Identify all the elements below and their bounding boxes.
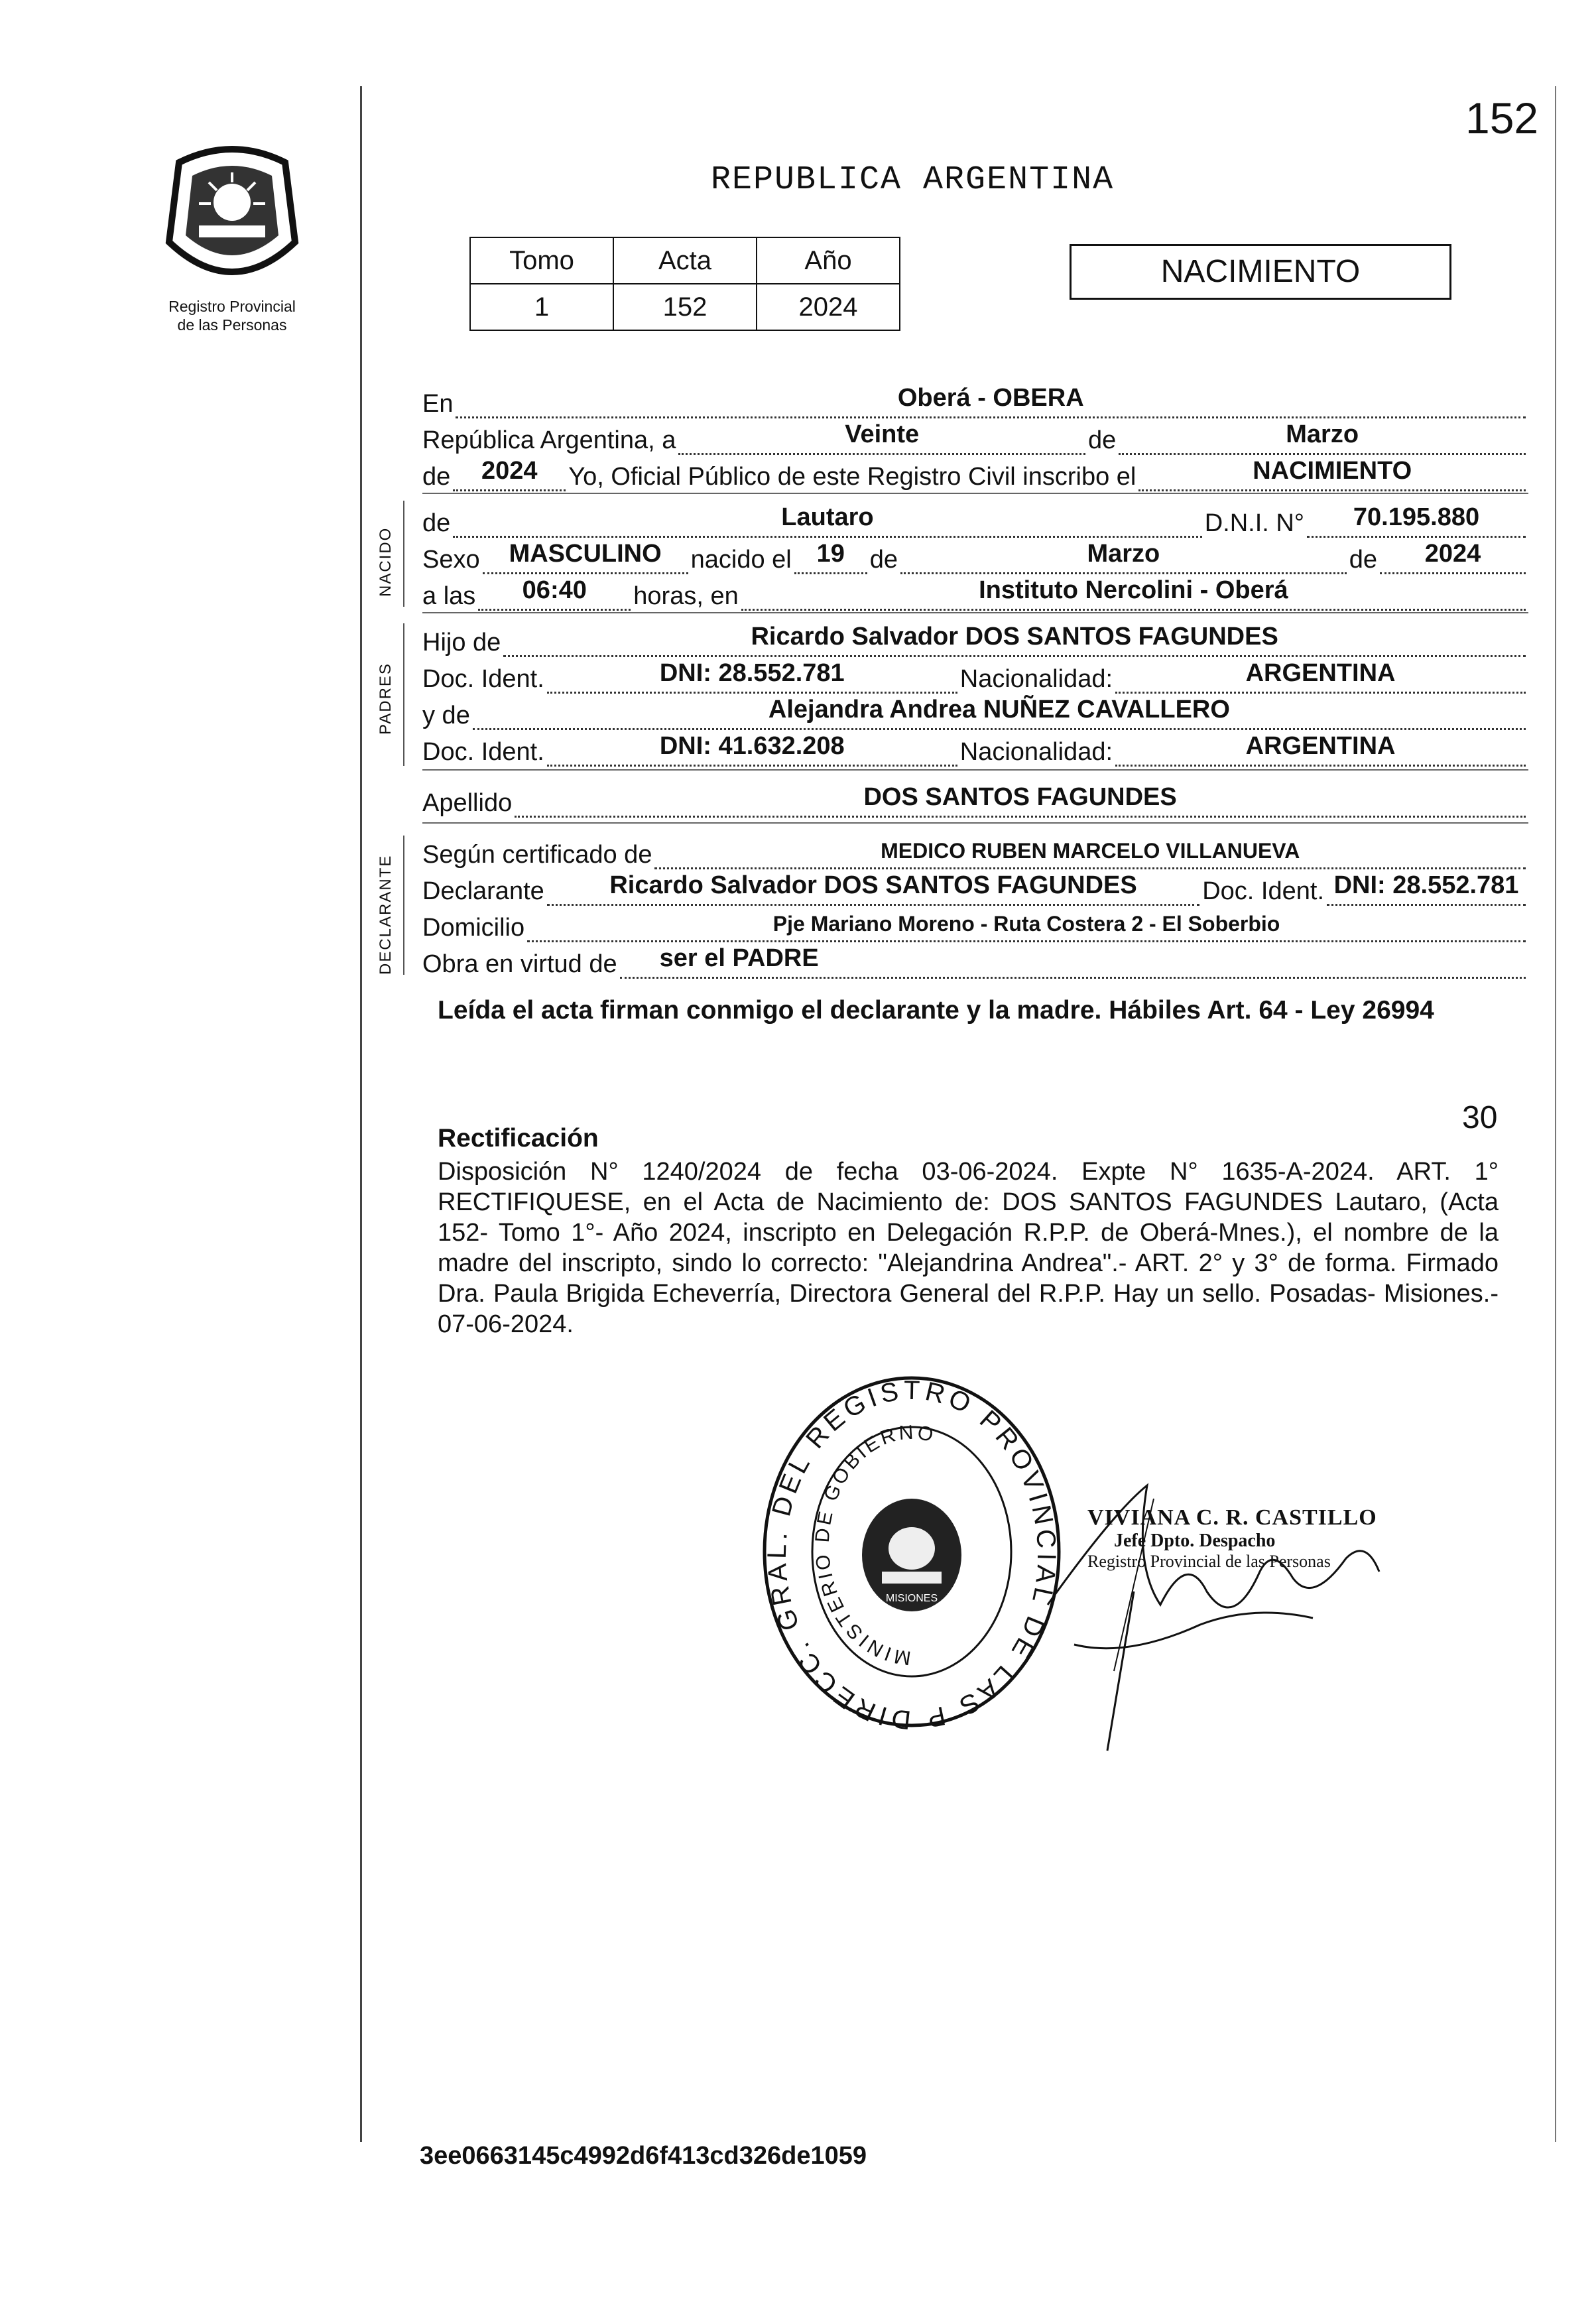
dni-value: 70.195.880 xyxy=(1353,503,1480,531)
row-padre-doc xyxy=(422,656,1528,694)
anio-value: 2024 xyxy=(757,284,900,330)
signer-org: Registro Provincial de las Personas xyxy=(1087,1552,1331,1571)
dom-label: Domicilio xyxy=(422,914,525,942)
anio-prefix-label: de xyxy=(422,463,451,491)
nac-anio-value: 2024 xyxy=(1424,540,1481,568)
padre-value: Ricardo Salvador DOS SANTOS FAGUNDES xyxy=(751,623,1278,651)
padre-nac-value: ARGENTINA xyxy=(1245,659,1396,687)
inscribo-field xyxy=(1138,457,1526,491)
padre-field xyxy=(503,623,1526,657)
nacido-bracket xyxy=(403,501,404,607)
row-madre xyxy=(422,693,1528,730)
nac-anio-field xyxy=(1380,540,1526,574)
row-hora xyxy=(422,574,1528,611)
declarante-value: Ricardo Salvador DOS SANTOS FAGUNDES xyxy=(609,871,1137,899)
logo-caption xyxy=(149,297,315,334)
madre-value: Alejandra Andrea NUÑEZ CAVALLERO xyxy=(768,696,1230,723)
anio-field xyxy=(453,457,566,491)
separator-1 xyxy=(422,493,1528,494)
act-type-box: NACIMIENTO xyxy=(1070,244,1451,300)
nac-de2-label: de xyxy=(1349,546,1377,574)
obra-label: Obra en virtud de xyxy=(422,950,617,978)
lugar-value: Oberá - OBERA xyxy=(897,384,1084,412)
nac-dia-value: 19 xyxy=(816,540,845,568)
nacido-label: nacido el xyxy=(690,546,792,574)
decl-doc-value: DNI: 28.552.781 xyxy=(1333,871,1519,899)
apellido-label: Apellido xyxy=(422,789,513,817)
seal-inner-text: MINISTERIO DE GOBIERNO xyxy=(811,1421,938,1669)
logo-caption-line2: de las Personas xyxy=(177,316,287,334)
yo-label: Yo, Oficial Público de este Registro Civil inscribo el xyxy=(568,463,1136,491)
hora-field xyxy=(478,576,631,611)
province-logo xyxy=(153,143,312,295)
row-domicilio xyxy=(422,905,1528,942)
nac-dia-field xyxy=(794,540,867,574)
row-sexo xyxy=(422,537,1528,574)
madre-field xyxy=(473,696,1526,730)
official-seal xyxy=(756,1373,1068,1731)
anio-value-text: 2024 xyxy=(481,457,538,485)
padre-nac-field xyxy=(1115,659,1526,694)
decl-doc-field xyxy=(1327,871,1526,906)
row-inscripcion xyxy=(422,454,1528,491)
row-declarante xyxy=(422,869,1528,906)
dni-label: D.N.I. N° xyxy=(1204,509,1304,537)
sexo-value: MASCULINO xyxy=(509,540,662,568)
apellido-value: DOS SANTOS FAGUNDES xyxy=(863,783,1177,811)
row-certificado xyxy=(422,832,1528,869)
madre-doc-value: DNI: 41.632.208 xyxy=(659,732,845,760)
rectification-number: 30 xyxy=(1462,1100,1498,1135)
row-lugar xyxy=(422,381,1528,418)
row-nombre xyxy=(422,501,1528,538)
rectification-title: Rectificación xyxy=(438,1124,599,1153)
padre-doc-field xyxy=(547,659,957,694)
lugar-field xyxy=(456,384,1526,418)
obra-value: ser el PADRE xyxy=(659,944,819,972)
section-nacido: NACIDO xyxy=(377,527,395,597)
nombre-value: Lautaro xyxy=(781,503,874,531)
domicilio-value: Pje Mariano Moreno - Ruta Costera 2 - El Soberbio xyxy=(772,912,1280,936)
hora-value: 06:40 xyxy=(522,576,587,604)
signature-block xyxy=(1087,1505,1459,1572)
row-madre-doc xyxy=(422,729,1528,767)
padre-nac-label: Nacionalidad: xyxy=(959,665,1113,693)
logo-caption-line1: Registro Provincial xyxy=(168,298,296,315)
madre-doc-label: Doc. Ident. xyxy=(422,738,544,766)
sexo-label: Sexo xyxy=(422,546,480,574)
page-title: REPUBLICA ARGENTINA xyxy=(711,161,1115,199)
tomo-value: 1 xyxy=(470,284,613,330)
closing-statement: Leída el acta firman conmigo el declarante y la madre. Hábiles Art. 64 - Ley 26994 xyxy=(438,996,1434,1025)
separator-3 xyxy=(422,769,1528,771)
cert-value: MEDICO RUBEN MARCELO VILLANUEVA xyxy=(881,839,1300,863)
anio-label: Año xyxy=(757,237,900,284)
page-number: 152 xyxy=(1465,94,1539,143)
sexo-field xyxy=(483,540,688,574)
row-fecha xyxy=(422,418,1528,455)
rectification-text: Disposición N° 1240/2024 de fecha 03-06-2024. Expte N° 1635-A-2024. ART. 1° RECTIFIQUESE, en el Acta de Nacimiento de: DOS SANTOS FAGUNDES Lautaro, (Acta 152- Tomo 1°- Año 2024, inscripto en Delegación R.P.P. de Oberá-Mnes.), el nombre de la madre del inscripto, sindo lo correcto: "Alejandrina Andrea".- ART. 2° y 3° de forma. Firmado Dra. Paula Brigida Echeverría, Directora General del R.P.P. Hay un sello. Posadas- Misiones.- 07-06-2024. xyxy=(438,1158,1499,1338)
padres-bracket xyxy=(403,623,404,766)
decl-doc-label: Doc. Ident. xyxy=(1202,877,1324,905)
row-obra xyxy=(422,942,1528,979)
dni-field xyxy=(1307,503,1526,538)
inscribo-value: NACIMIENTO xyxy=(1253,457,1412,485)
madre-nac-value: ARGENTINA xyxy=(1245,732,1396,760)
padre-doc-value: DNI: 28.552.781 xyxy=(659,659,845,687)
de-label: de xyxy=(1088,426,1117,454)
section-declarante: DECLARANTE xyxy=(377,854,395,975)
signer-role: Jefe Dpto. Despacho xyxy=(1114,1530,1276,1551)
apellido-field xyxy=(515,783,1526,818)
en-label: En xyxy=(422,390,454,418)
acta-value: 152 xyxy=(613,284,757,330)
padre-doc-label: Doc. Ident. xyxy=(422,665,544,693)
obra-field xyxy=(620,944,1526,979)
nac-de-label: de xyxy=(869,546,898,574)
signer-name: VIVIANA C. R. CASTILLO xyxy=(1087,1505,1377,1530)
dia-value: Veinte xyxy=(845,420,920,448)
tomo-label: Tomo xyxy=(470,237,613,284)
madre-nac-label: Nacionalidad: xyxy=(959,738,1113,766)
madre-nac-field xyxy=(1115,732,1526,767)
seal-outer-text: DIRECC. GRAL. DEL REGISTRO PROVINCIAL DE LAS P xyxy=(762,1375,1062,1731)
dia-field xyxy=(678,420,1085,455)
republica-label: República Argentina, a xyxy=(422,426,676,454)
declarante-field xyxy=(547,871,1199,906)
lugar-nac-value: Instituto Nercolini - Oberá xyxy=(979,576,1288,604)
madre-doc-field xyxy=(547,732,957,767)
declarante-bracket xyxy=(403,836,404,975)
document-hash: 3ee0663145c4992d6f413cd326de1059 xyxy=(420,2142,867,2170)
mes-field xyxy=(1119,420,1526,455)
horas-label: horas, en xyxy=(633,582,739,610)
separator-2 xyxy=(422,612,1528,613)
register-reference-table xyxy=(469,237,900,331)
cert-label: Según certificado de xyxy=(422,841,652,869)
alas-label: a las xyxy=(422,582,476,610)
nac-mes-value: Marzo xyxy=(1087,540,1160,568)
separator-4 xyxy=(422,822,1528,824)
row-padre xyxy=(422,620,1528,657)
right-margin-line xyxy=(1555,86,1556,2142)
left-margin-line xyxy=(360,86,362,2142)
nombre-label: de xyxy=(422,509,451,537)
hijo-label: Hijo de xyxy=(422,629,501,656)
lugar-nac-field xyxy=(741,576,1526,611)
acta-label: Acta xyxy=(613,237,757,284)
row-apellido xyxy=(422,780,1528,818)
cert-field xyxy=(654,840,1526,869)
yde-label: y de xyxy=(422,702,470,729)
decl-label: Declarante xyxy=(422,877,544,905)
nombre-field xyxy=(453,503,1201,538)
seal-center-text: MISIONES xyxy=(885,1593,938,1604)
nac-mes-field xyxy=(900,540,1347,574)
section-padres: PADRES xyxy=(377,662,395,735)
domicilio-field xyxy=(527,912,1526,942)
mes-value: Marzo xyxy=(1286,420,1359,448)
